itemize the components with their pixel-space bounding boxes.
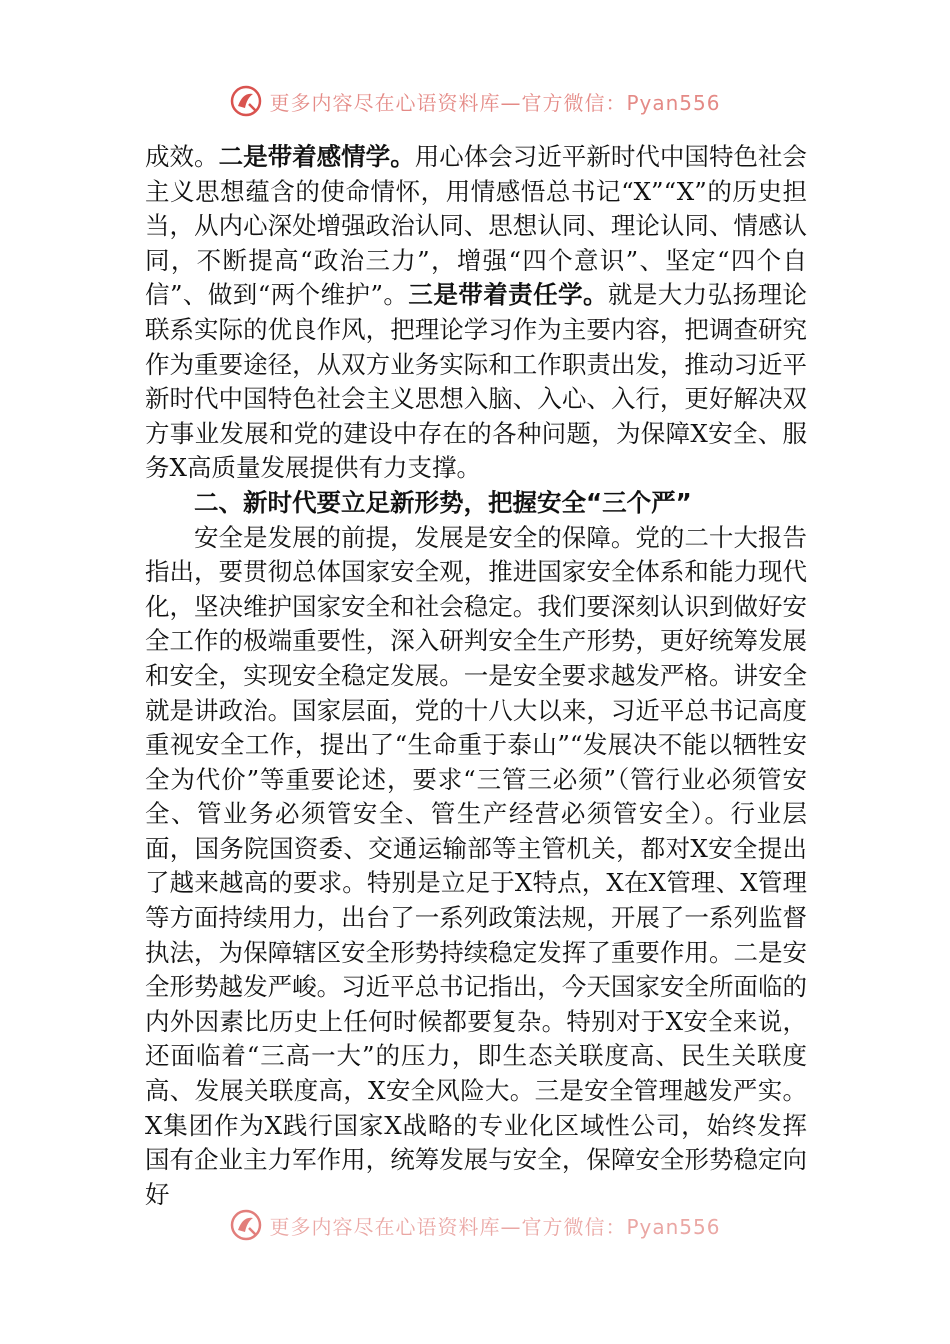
logo-icon (229, 84, 263, 118)
paragraph-text: 就是大力弘扬理论联系实际的优良作风，把理论学习作为主要内容，把调查研究作为重要途径，从双方业务实际和工作职责出发，推动习近平新时代中国特色社会主义思想入脑、入心、入行，更好解决双方事业发展和党的建设中存在的各种问题，为保障X安全、服务X高质量发展提供有力支撑。 (145, 280, 808, 483)
watermark-text: 更多内容尽在心语资料库—官方微信：Pyan556 (269, 90, 721, 115)
section-heading: 二、新时代要立足新形势，把握安全“三个严” (194, 487, 692, 517)
watermark-text: 更多内容尽在心语资料库—官方微信：Pyan556 (269, 1214, 721, 1239)
bold-point-responsibility: 三是带着责任学。 (408, 280, 608, 310)
watermark-header (0, 84, 950, 118)
paragraph-text: 用心体会习近平新时代中国特色社会主义思想蕴含的使命情怀，用情感悟总书记“X”“X”的历史担当，从内心深处增强政治认同、思想认同、理论认同、情感认同，不断提高“政治三力”，增强“四个意识”、坚定“四个自信”、做到“两个维护”。 (145, 142, 808, 310)
bold-point-emotion: 二是带着感情学。 (218, 142, 415, 171)
paragraph-text: 成效。 (145, 142, 219, 171)
document-body (145, 140, 807, 1212)
watermark-footer (0, 1208, 950, 1242)
logo-icon (229, 1208, 263, 1242)
paragraph-safety: 安全是发展的前提，发展是安全的保障。党的二十大报告指出，要贯彻总体国家安全观，推进国家安全体系和能力现代化，坚决维护国家安全和社会稳定。我们要深刻认识到做好安全工作的极端重要性，深入研判安全生产形势，更好统筹发展和安全，实现安全稳定发展。一是安全要求越发严格。讲安全就是讲政治。国家层面，党的十八大以来，习近平总书记高度重视安全工作，提出了“生命重于泰山”“发展决不能以牺牲安全为代价”等重要论述，要求“三管三必须”（管行业必须管安全、管业务必须管安全、管生产经营必须管安全）。行业层面，国务院国资委、交通运输部等主管机关，都对X安全提出了越来越高的要求。特别是立足于X特点，X在X管理、X管理等方面持续用力，出台了一系列政策法规，开展了一系列监督执法，为保障辖区安全形势持续稳定发挥了重要作用。二是安全形势越发严峻。习近平总书记指出，今天国家安全所面临的内外因素比历史上任何时候都要复杂。特别对于X安全来说，还面临着“三高一大”的压力，即生态关联度高、民生关联度高、发展关联度高，X安全风险大。三是安全管理越发严实。X集团作为X践行国家X战略的专业化区域性公司，始终发挥国有企业主力军作用，统筹发展与安全，保障安全形势稳定向好 (145, 522, 807, 1209)
paragraph-study-methods (145, 140, 807, 486)
